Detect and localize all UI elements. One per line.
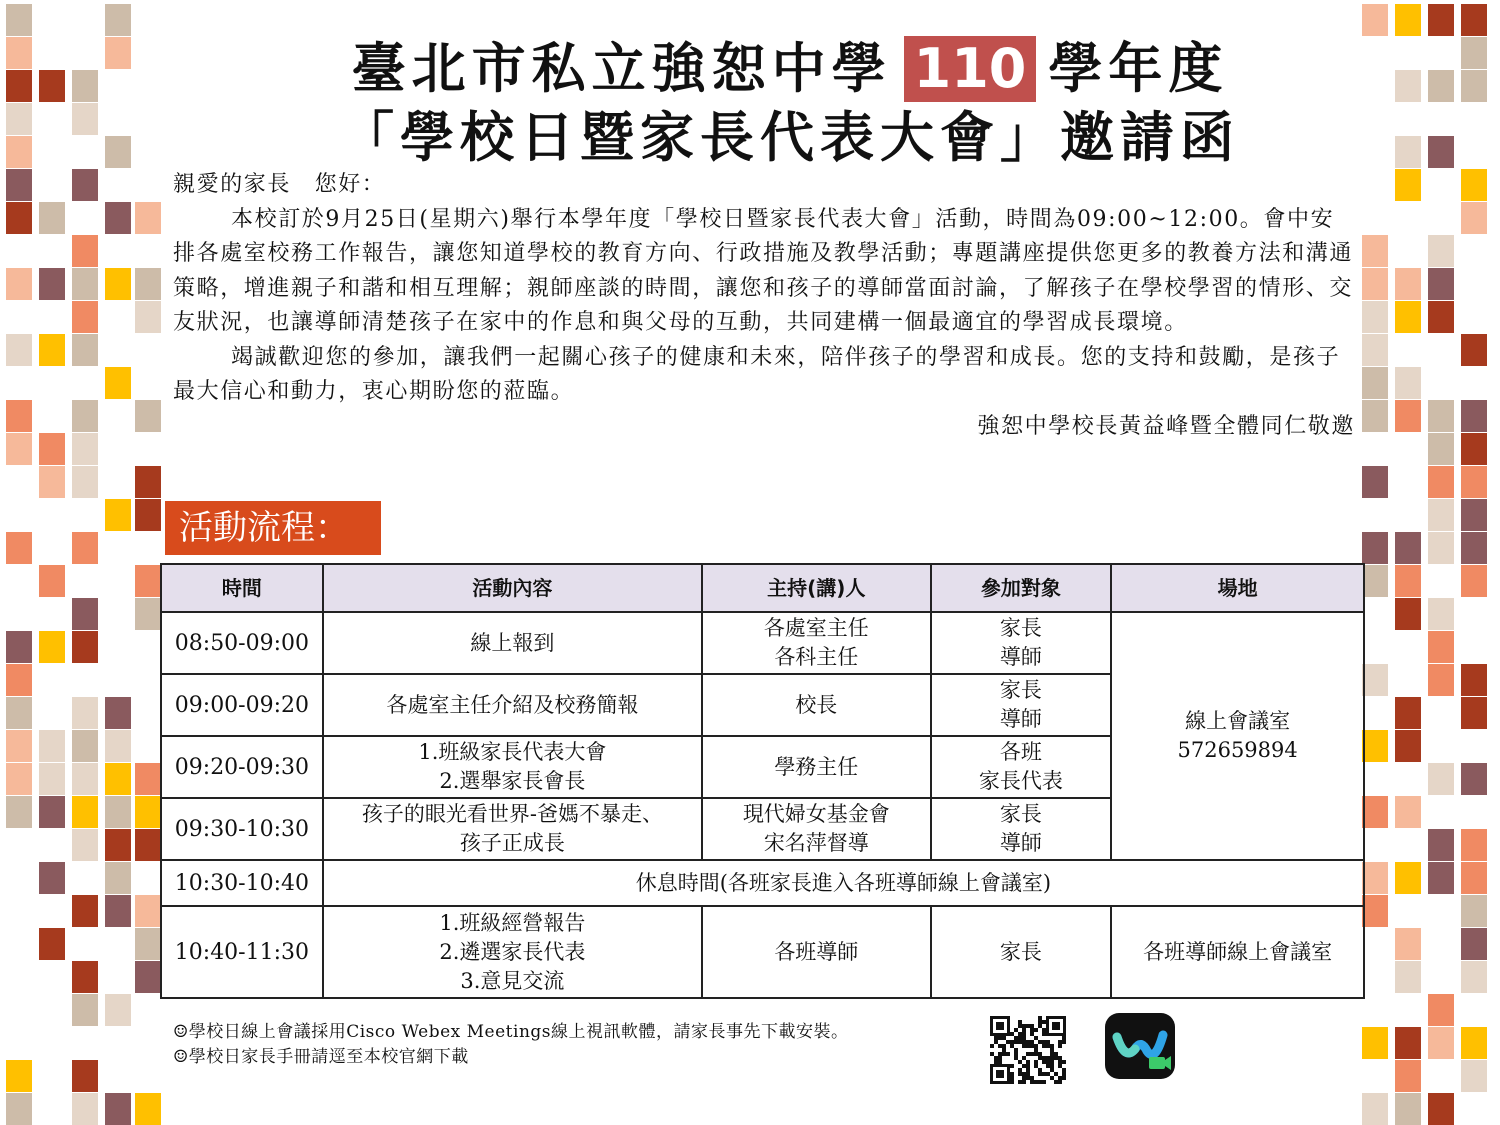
decorative-square — [1395, 730, 1421, 762]
decorative-square — [72, 169, 98, 201]
decorative-square — [6, 70, 32, 102]
decorative-square — [6, 631, 32, 663]
footer-notes — [173, 1020, 849, 1070]
schedule-heading: 活動流程： — [165, 501, 381, 555]
decorative-square — [6, 4, 32, 36]
decorative-square — [105, 1093, 131, 1125]
decorative-square — [135, 565, 161, 597]
decorative-square — [1461, 532, 1487, 564]
decorative-square — [6, 1093, 32, 1125]
decorative-square — [105, 730, 131, 762]
table-header-row — [161, 564, 1364, 612]
qr-code-icon[interactable] — [990, 1016, 1066, 1084]
decorative-square — [39, 928, 65, 960]
decorative-square — [72, 730, 98, 762]
column-header-venue: 場地 — [1111, 564, 1364, 612]
decorative-square — [6, 532, 32, 564]
decorative-square — [72, 466, 98, 498]
decorative-square — [1395, 169, 1421, 201]
decorative-square — [1428, 235, 1454, 267]
row-content: 孩子的眼光看世界-爸媽不暴走、 孩子正成長 — [323, 798, 702, 860]
decorative-square — [1428, 499, 1454, 531]
decorative-square — [1362, 466, 1388, 498]
decorative-square — [1461, 70, 1487, 102]
decorative-square — [72, 268, 98, 300]
decorative-square — [39, 433, 65, 465]
decorative-square — [6, 202, 32, 234]
decorative-square — [105, 862, 131, 894]
decorative-square — [105, 763, 131, 795]
decorative-square — [1395, 532, 1421, 564]
decorative-square — [1428, 664, 1454, 696]
decorative-square — [1395, 367, 1421, 399]
decorative-square — [1395, 1027, 1421, 1059]
decorative-square — [105, 499, 131, 531]
decorative-square — [1461, 433, 1487, 465]
decorative-square — [1362, 730, 1388, 762]
decorative-square — [1428, 301, 1454, 333]
decorative-square — [1428, 631, 1454, 663]
decorative-square — [135, 268, 161, 300]
decorative-square — [135, 1093, 161, 1125]
decorative-square — [39, 631, 65, 663]
decorative-square — [1428, 862, 1454, 894]
title-year-suffix: 學年度 — [1048, 37, 1229, 100]
row-time: 09:00-09:20 — [161, 674, 323, 736]
decorative-square — [1362, 1093, 1388, 1125]
decorative-square — [72, 532, 98, 564]
decorative-square — [1428, 400, 1454, 432]
decorative-square — [6, 730, 32, 762]
column-header-audience: 參加對象 — [931, 564, 1112, 612]
decorative-square — [6, 37, 32, 69]
decorative-square — [105, 202, 131, 234]
decorative-square — [1362, 301, 1388, 333]
page-subtitle: 「學校日暨家長代表大會」邀請函 — [340, 106, 1240, 169]
decorative-square — [135, 829, 161, 861]
decorative-square — [72, 334, 98, 366]
decorative-square — [1395, 598, 1421, 630]
decorative-square — [1461, 1060, 1487, 1092]
decorative-square — [1395, 796, 1421, 828]
decorative-square — [39, 862, 65, 894]
row-host: 校長 — [702, 674, 931, 736]
column-header-content: 活動內容 — [323, 564, 702, 612]
decorative-square — [1428, 4, 1454, 36]
decorative-square — [1362, 796, 1388, 828]
decorative-square — [39, 334, 65, 366]
decorative-square — [1461, 466, 1487, 498]
right-decorative-squares — [1360, 0, 1500, 1125]
decorative-square — [6, 664, 32, 696]
decorative-square — [135, 400, 161, 432]
decorative-square — [1395, 301, 1421, 333]
row-audience: 家長 — [931, 906, 1112, 998]
decorative-square — [72, 433, 98, 465]
title-school: 臺北市私立強恕中學 — [351, 37, 892, 100]
decorative-square — [105, 697, 131, 729]
decorative-square — [39, 730, 65, 762]
decorative-square — [1461, 169, 1487, 201]
row-time: 09:20-09:30 — [161, 736, 323, 798]
decorative-square — [1362, 532, 1388, 564]
decorative-square — [6, 400, 32, 432]
note-handbook: ☺學校日家長手冊請逕至本校官網下載 — [173, 1047, 469, 1067]
row-audience: 家長 導師 — [931, 612, 1112, 674]
row-host: 各處室主任 各科主任 — [702, 612, 931, 674]
decorative-square — [1461, 565, 1487, 597]
decorative-square — [1362, 1027, 1388, 1059]
letter-greeting: 親愛的家長 您好： — [173, 172, 386, 197]
row-time: 09:30-10:30 — [161, 798, 323, 860]
decorative-square — [1395, 565, 1421, 597]
decorative-square — [6, 433, 32, 465]
row-venue: 各班導師線上會議室 — [1111, 906, 1364, 998]
row-content: 線上報到 — [323, 612, 702, 674]
letter-signature: 強恕中學校長黃益峰暨全體同仁敬邀 — [977, 413, 1355, 439]
decorative-square — [1395, 136, 1421, 168]
letter-paragraph-2: 竭誠歡迎您的參加，讓我們一起關心孩子的健康和未來，陪伴孩子的學習和成長。您的支持和鼓勵，是孩子最大信心和動力，衷心期盼您的蒞臨。 — [173, 344, 1341, 404]
decorative-square — [1395, 268, 1421, 300]
decorative-square — [1362, 4, 1388, 36]
decorative-square — [105, 367, 131, 399]
decorative-square — [1461, 1027, 1487, 1059]
schedule-table — [160, 563, 1365, 999]
decorative-square — [135, 895, 161, 927]
decorative-square — [1428, 532, 1454, 564]
decorative-square — [72, 301, 98, 333]
decorative-square — [1461, 829, 1487, 861]
decorative-square — [135, 202, 161, 234]
decorative-square — [1461, 895, 1487, 927]
decorative-square — [39, 70, 65, 102]
decorative-square — [105, 37, 131, 69]
decorative-square — [1428, 598, 1454, 630]
decorative-square — [1395, 70, 1421, 102]
decorative-square — [1395, 961, 1421, 993]
decorative-square — [39, 565, 65, 597]
decorative-square — [72, 631, 98, 663]
decorative-square — [105, 796, 131, 828]
decorative-square — [105, 895, 131, 927]
decorative-square — [72, 103, 98, 135]
decorative-square — [6, 268, 32, 300]
decorative-square — [1428, 268, 1454, 300]
decorative-square — [72, 598, 98, 630]
row-host: 現代婦女基金會 宋名萍督導 — [702, 798, 931, 860]
decorative-square — [1362, 565, 1388, 597]
decorative-square — [135, 499, 161, 531]
break-time: 10:30-10:40 — [161, 860, 323, 906]
decorative-square — [72, 796, 98, 828]
decorative-square — [135, 466, 161, 498]
decorative-square — [135, 961, 161, 993]
decorative-square — [1428, 1093, 1454, 1125]
decorative-square — [1362, 334, 1388, 366]
row-audience: 家長 導師 — [931, 674, 1112, 736]
decorative-square — [72, 1060, 98, 1092]
decorative-square — [1362, 664, 1388, 696]
decorative-square — [1461, 928, 1487, 960]
decorative-square — [6, 103, 32, 135]
table-row — [161, 612, 1364, 674]
decorative-square — [72, 70, 98, 102]
decorative-square — [1428, 433, 1454, 465]
row-time: 10:40-11:30 — [161, 906, 323, 998]
row-audience: 家長 導師 — [931, 798, 1112, 860]
decorative-square — [1428, 994, 1454, 1026]
row-content: 1.班級家長代表大會 2.選舉家長會長 — [323, 736, 702, 798]
column-header-time: 時間 — [161, 564, 323, 612]
decorative-square — [1395, 697, 1421, 729]
decorative-square — [1461, 499, 1487, 531]
decorative-square — [39, 268, 65, 300]
decorative-square — [1395, 1093, 1421, 1125]
decorative-square — [72, 895, 98, 927]
decorative-square — [1428, 466, 1454, 498]
decorative-square — [1362, 235, 1388, 267]
decorative-square — [39, 466, 65, 498]
shared-venue: 線上會議室 572659894 — [1111, 612, 1364, 860]
decorative-square — [105, 4, 131, 36]
row-content: 1.班級經營報告 2.遴選家長代表 3.意見交流 — [323, 906, 702, 998]
left-decorative-squares — [0, 0, 165, 1125]
decorative-square — [6, 697, 32, 729]
decorative-square — [39, 202, 65, 234]
row-time: 08:50-09:00 — [161, 612, 323, 674]
decorative-square — [105, 136, 131, 168]
decorative-square — [72, 235, 98, 267]
column-header-host: 主持(講)人 — [702, 564, 931, 612]
decorative-square — [1461, 697, 1487, 729]
decorative-square — [39, 796, 65, 828]
row-host: 各班導師 — [702, 906, 931, 998]
year-badge: 110 — [904, 36, 1037, 102]
decorative-square — [1461, 37, 1487, 69]
decorative-square — [1461, 4, 1487, 36]
decorative-square — [1362, 400, 1388, 432]
decorative-square — [1428, 1027, 1454, 1059]
note-webex: ☺學校日線上會議採用Cisco Webex Meetings線上視訊軟體，請家長事先下載安裝。 — [173, 1022, 849, 1042]
decorative-square — [1395, 400, 1421, 432]
decorative-square — [6, 136, 32, 168]
decorative-square — [1362, 268, 1388, 300]
letter-paragraph-1: 本校訂於9月25日(星期六)舉行本學年度「學校日暨家長代表大會」活動，時間為09:00~12:00。會中安排各處室校務工作報告，讓您知道學校的教育方向、行政措施及教學活動；專題講座提供您更多的教養方法和溝通策略，增進親子和諧和相互理解；親師座談的時間，讓您和孩子的導師當面討論，了解孩子在學校學習的情形、交友狀況，也讓導師清楚孩子在家中的作息和與父母的互動，共同建構一個最適宜的學習成長環境。 — [173, 206, 1354, 335]
row-host: 學務主任 — [702, 736, 931, 798]
decorative-square — [1461, 961, 1487, 993]
decorative-square — [1428, 136, 1454, 168]
decorative-square — [1362, 367, 1388, 399]
invitation-letter — [173, 168, 1355, 444]
decorative-square — [1428, 829, 1454, 861]
decorative-square — [6, 796, 32, 828]
webex-app-icon[interactable] — [1105, 1013, 1175, 1079]
decorative-square — [6, 1060, 32, 1092]
decorative-square — [1461, 400, 1487, 432]
decorative-square — [1461, 334, 1487, 366]
decorative-square — [1428, 70, 1454, 102]
decorative-square — [72, 697, 98, 729]
decorative-square — [72, 400, 98, 432]
decorative-square — [72, 829, 98, 861]
decorative-square — [135, 598, 161, 630]
page-title — [230, 36, 1350, 102]
break-content: 休息時間(各班家長進入各班導師線上會議室) — [323, 860, 1364, 906]
decorative-square — [6, 169, 32, 201]
decorative-square — [1461, 763, 1487, 795]
decorative-square — [1461, 202, 1487, 234]
decorative-square — [1461, 664, 1487, 696]
decorative-square — [135, 301, 161, 333]
decorative-square — [135, 796, 161, 828]
decorative-square — [135, 763, 161, 795]
decorative-square — [1428, 763, 1454, 795]
decorative-square — [105, 268, 131, 300]
decorative-square — [6, 334, 32, 366]
decorative-square — [1362, 895, 1388, 927]
break-row — [161, 860, 1364, 906]
row-audience: 各班 家長代表 — [931, 736, 1112, 798]
decorative-square — [1395, 928, 1421, 960]
decorative-square — [1461, 862, 1487, 894]
row-content: 各處室主任介紹及校務簡報 — [323, 674, 702, 736]
decorative-square — [135, 928, 161, 960]
decorative-square — [1395, 1060, 1421, 1092]
decorative-square — [1395, 4, 1421, 36]
decorative-square — [72, 994, 98, 1026]
decorative-square — [72, 961, 98, 993]
decorative-square — [72, 763, 98, 795]
decorative-square — [105, 994, 131, 1026]
decorative-square — [72, 1093, 98, 1125]
table-row — [161, 906, 1364, 998]
decorative-square — [1362, 862, 1388, 894]
decorative-square — [6, 763, 32, 795]
decorative-square — [39, 763, 65, 795]
decorative-square — [105, 829, 131, 861]
decorative-square — [1395, 862, 1421, 894]
